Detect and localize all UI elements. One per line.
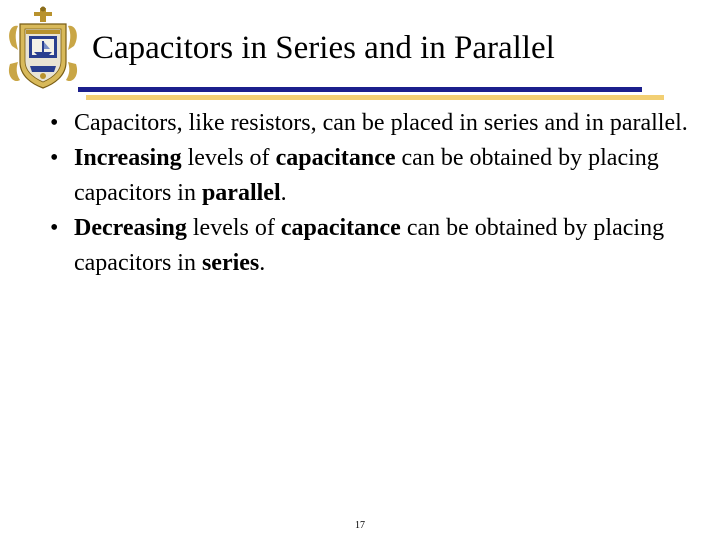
bullet-dot-icon: • (50, 145, 59, 171)
bullet-text: can be obtained by placing capacitors in (74, 215, 665, 276)
bullet-item (40, 211, 700, 281)
page-number: 17 (355, 520, 365, 531)
bullet-text: . (259, 250, 266, 276)
naval-academy-crest-icon (6, 6, 80, 92)
bullet-item (40, 141, 700, 211)
title-underline-blue (78, 87, 642, 92)
bullet-dot-icon: • (50, 110, 59, 136)
bullet-emphasis: capacitance (275, 145, 396, 171)
title-underline-gold (86, 95, 664, 100)
bullet-text: Capacitors, like resistors, can be placed in series and in parallel. (74, 110, 688, 136)
slide-title: Capacitors in Series and in Parallel (92, 30, 555, 66)
bullet-emphasis: parallel (201, 180, 281, 206)
bullet-list (40, 106, 700, 281)
bullet-emphasis: capacitance (280, 215, 401, 241)
bullet-emphasis: Decreasing (74, 215, 187, 241)
bullet-dot-icon: • (50, 215, 59, 241)
bullet-emphasis: Increasing (74, 145, 182, 171)
bullet-text: levels of (181, 145, 276, 171)
bullet-item (40, 106, 700, 141)
bullet-emphasis: series (201, 250, 260, 276)
bullet-text: . (280, 180, 287, 206)
bullet-text: levels of (186, 215, 281, 241)
bullet-text: can be obtained by placing capacitors in (74, 145, 659, 206)
